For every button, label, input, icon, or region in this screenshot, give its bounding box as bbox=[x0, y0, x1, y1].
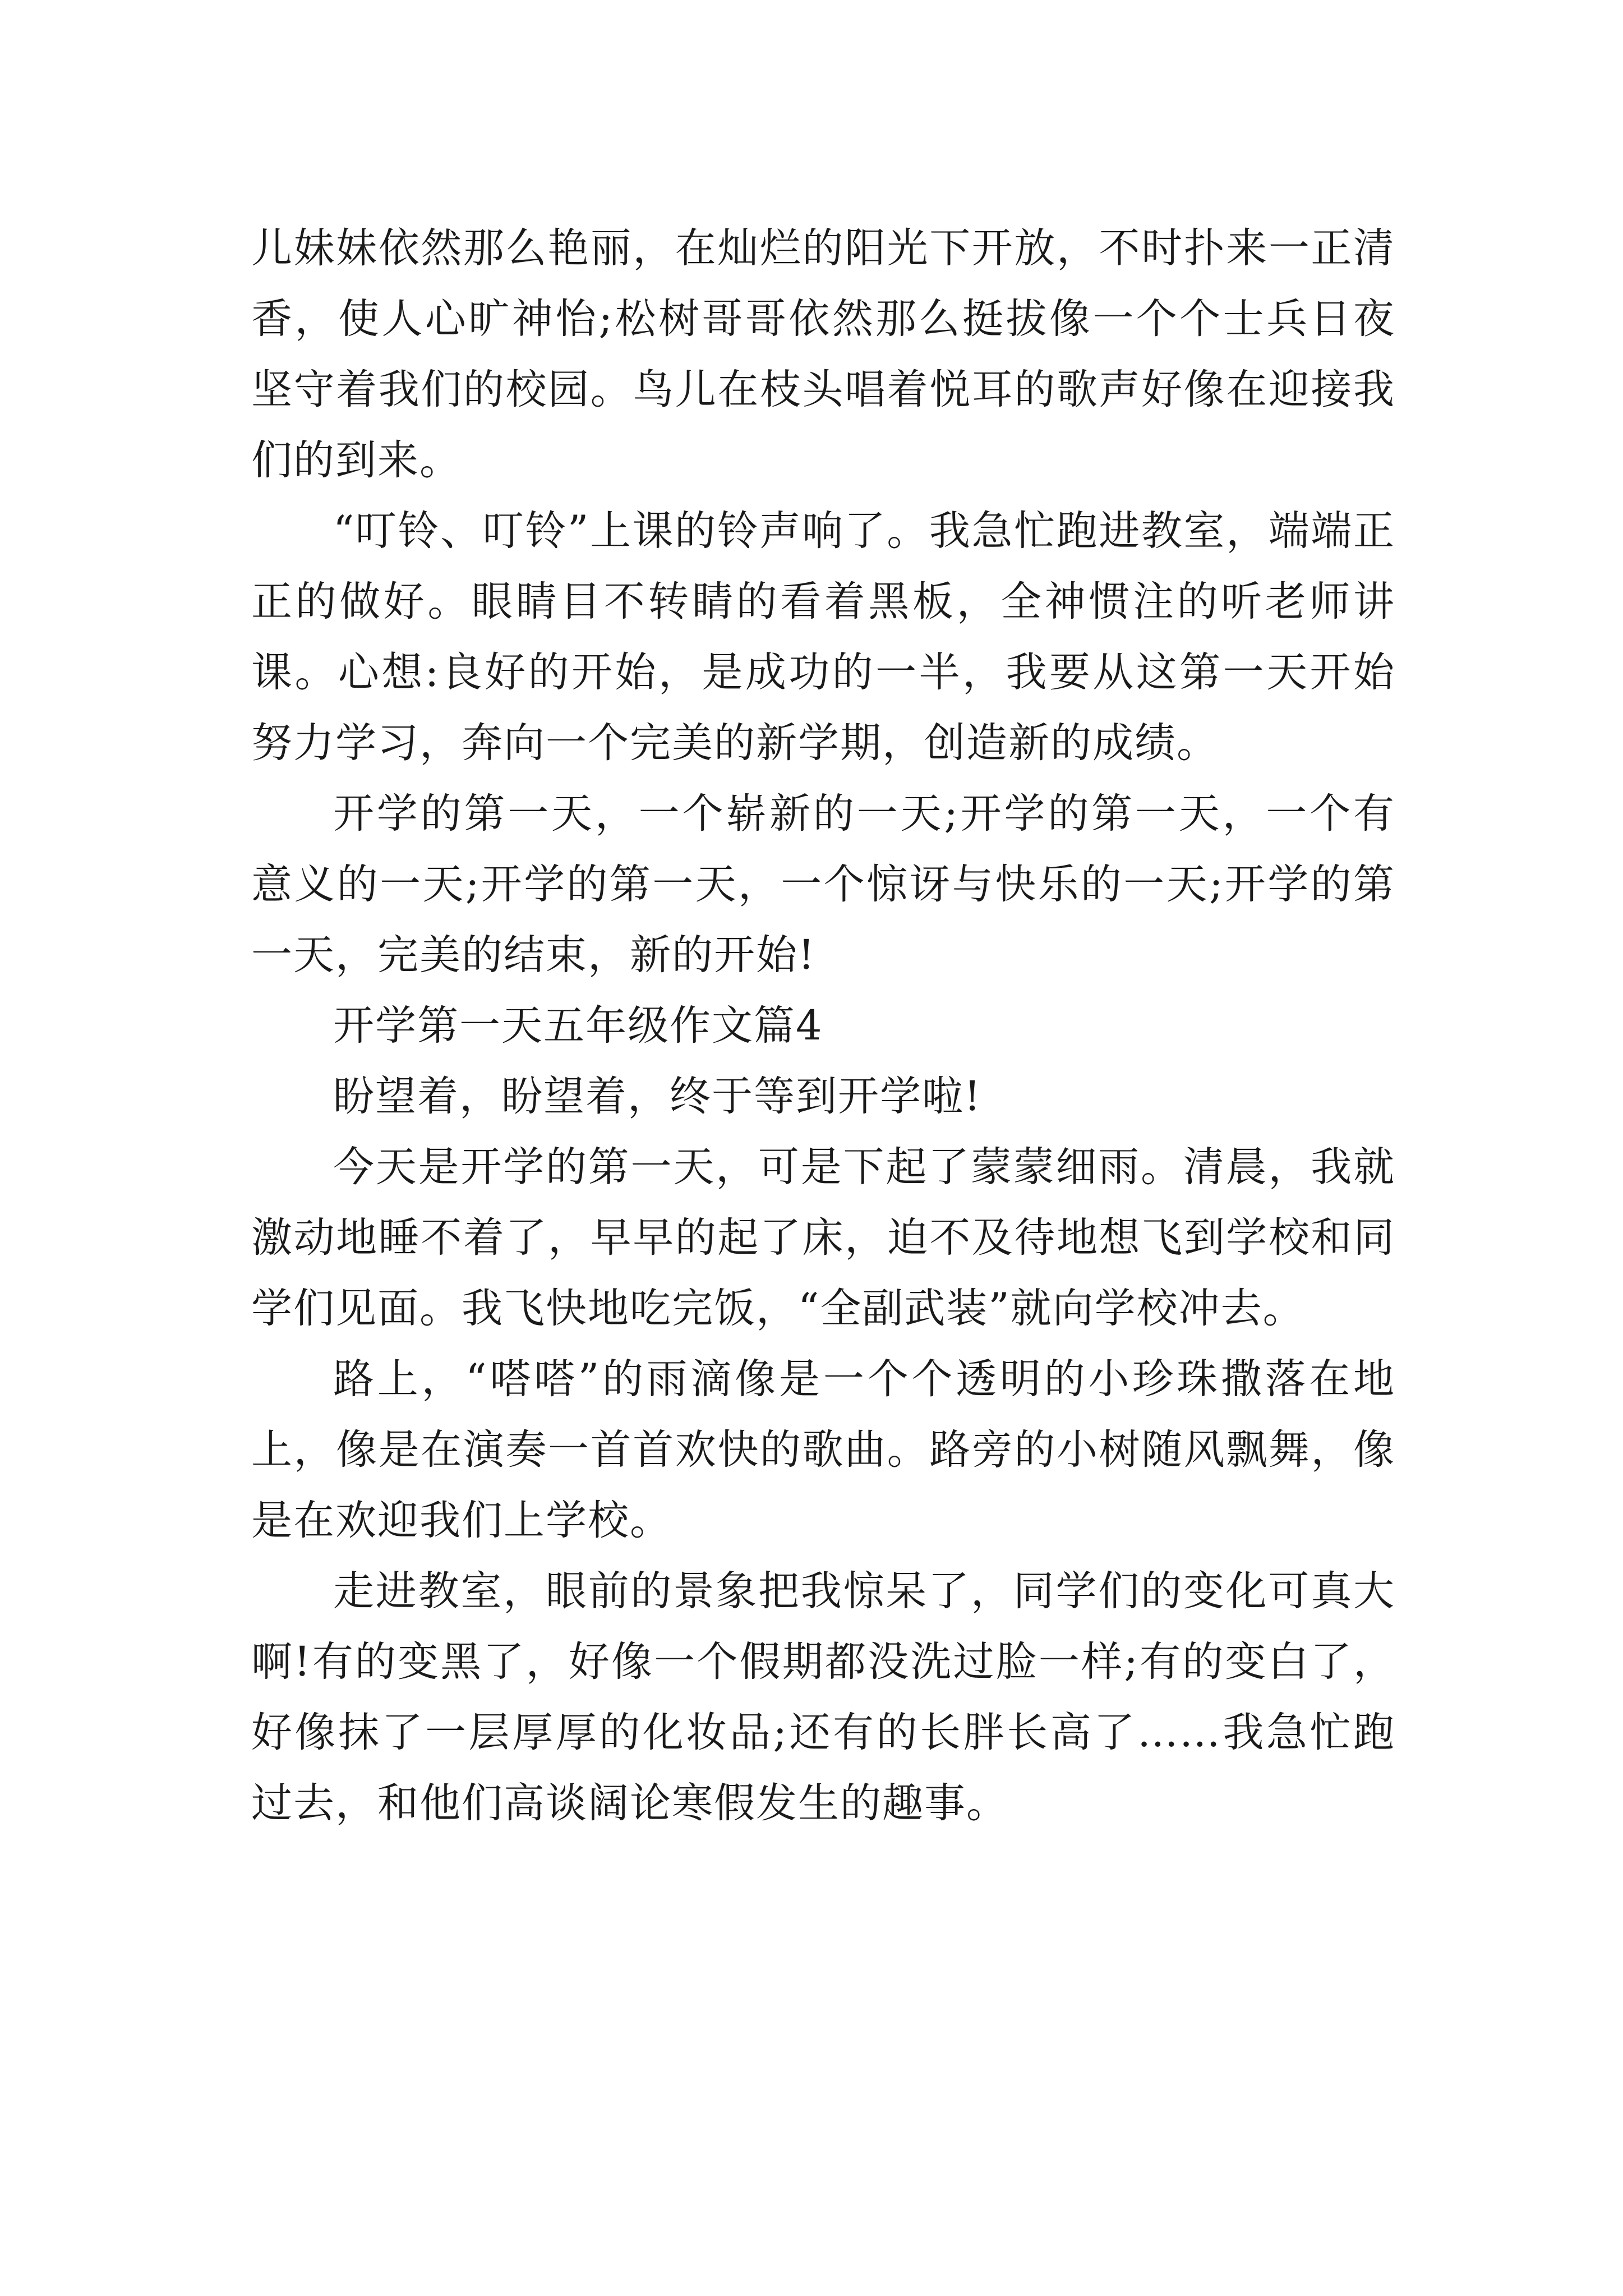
paragraph-continued: 儿妹妹依然那么艳丽，在灿烂的阳光下开放，不时扑来一正清香，使人心旷神怡;松树哥哥依然那么挺拔像一个个士兵日夜坚守着我们的校园。鸟儿在枝头唱着悦耳的歌声好像在迎接我们的到来。 bbox=[251, 224, 1395, 484]
essay-heading: 开学第一天五年级作文篇4 bbox=[333, 1002, 823, 1050]
paragraph-looking-forward: 盼望着，盼望着，终于等到开学啦! bbox=[333, 1073, 982, 1120]
paragraph-morning-rain: 今天是开学的第一天，可是下起了蒙蒙细雨。清晨，我就激动地睡不着了，早早的起了床，迫不及待地想飞到学校和同学们见面。我飞快地吃完饭，“全副武装”就向学校冲去。 bbox=[251, 1143, 1395, 1332]
paragraph-classroom: 走进教室，眼前的景象把我惊呆了，同学们的变化可真大啊!有的变黑了，好像一个假期都没洗过脸一样;有的变白了，好像抹了一层厚厚的化妆品;还有的长胖长高了……我急忙跑过去，和他们高谈阔论寒假发生的趣事。 bbox=[251, 1567, 1395, 1827]
essay-body bbox=[251, 213, 1395, 1839]
paragraph-first-day-summary: 开学的第一天，一个崭新的一天;开学的第一天，一个有意义的一天;开学的第一天，一个惊讶与快乐的一天;开学的第一天，完美的结束，新的开始! bbox=[251, 790, 1395, 979]
paragraph-on-the-road: 路上，“嗒嗒”的雨滴像是一个个透明的小珍珠撒落在地上，像是在演奏一首首欢快的歌曲。路旁的小树随风飘舞，像是在欢迎我们上学校。 bbox=[251, 1355, 1395, 1544]
paragraph-bell: “叮铃、叮铃”上课的铃声响了。我急忙跑进教室，端端正正的做好。眼睛目不转睛的看着黑板，全神惯注的听老师讲课。心想:良好的开始，是成功的一半，我要从这第一天开始努力学习，奔向一个完美的新学期，创造新的成绩。 bbox=[251, 507, 1395, 767]
